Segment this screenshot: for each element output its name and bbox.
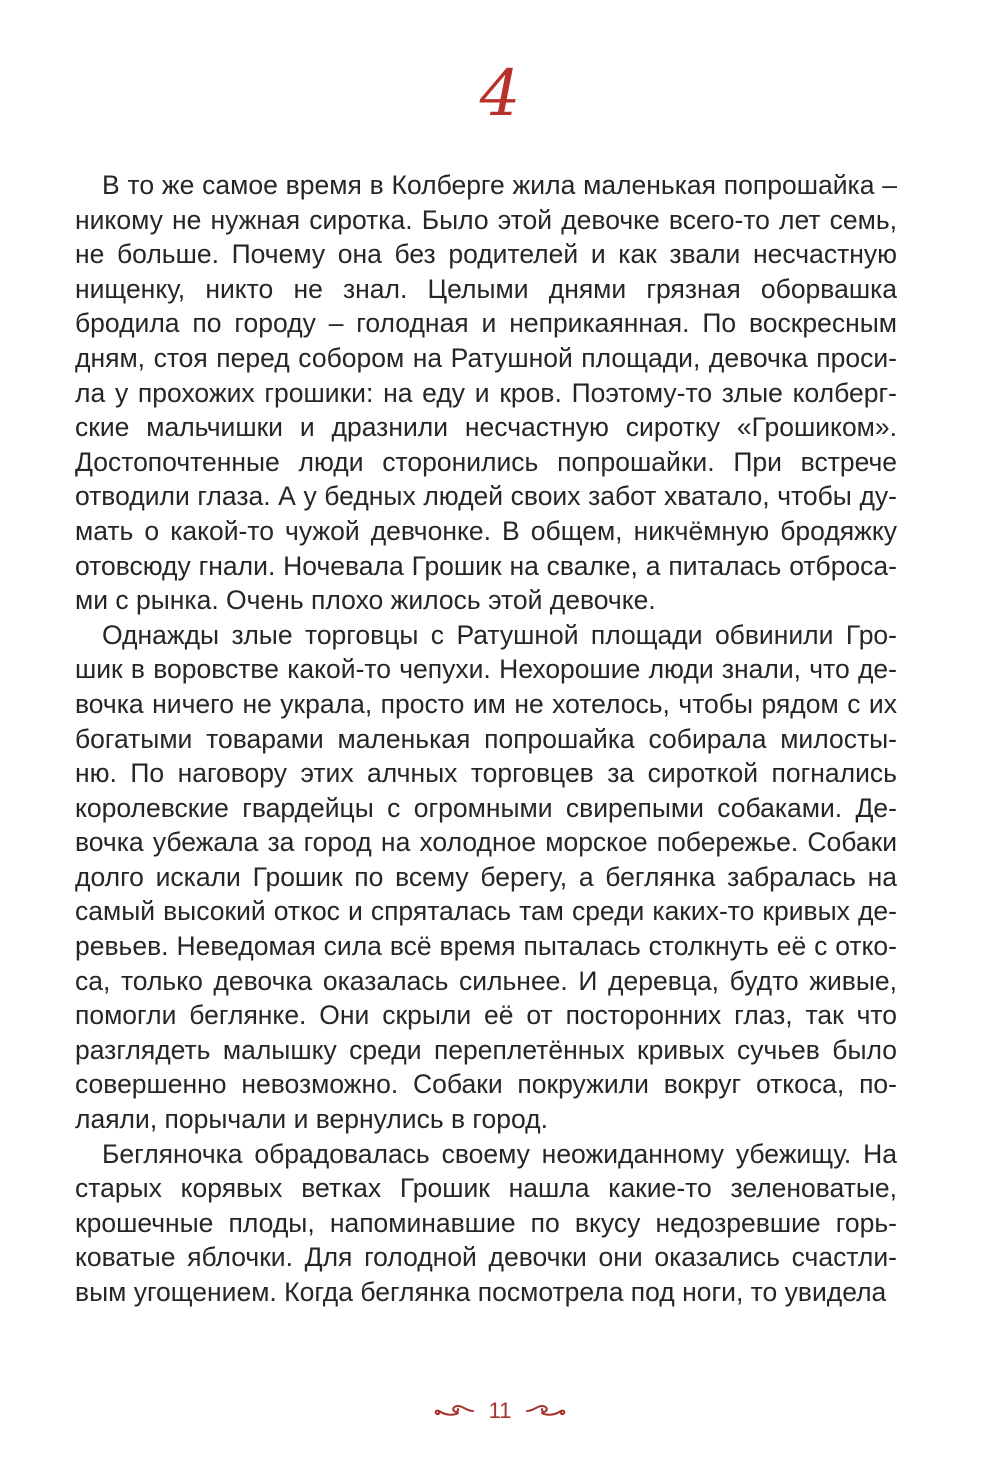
paragraph-3: Бегляночка обрадовалась своему неожиданному убежищу. На старых корявых ветках Грошик нашла какие-то зеленоватые, крошечные плоды, напоминавшие по вкусу недозревшие горьковатые яблочки. Для голодной девочки они оказались счастливым угощением. Когда беглянка посмотрела под ноги, то увидела (75, 1138, 897, 1307)
chapter-number: 4 (479, 57, 521, 131)
paragraph-1: В то же самое время в Колберге жила маленькая попрошайка – никому не нужная сиротка. Было этой девочке всего-то лет семь, не больше. Почему она без родителей и как звали несчастную нищенку, никто не знал. Целыми днями грязная оборвашка бродила по городу – голодная и неприкаянная. По воскресным дням, стоя перед собором на Ратушной площади, девочка просила у прохожих грошики: на еду и кров. Поэтому-то злые колбергские мальчишки и дразнили несчастную сиротку «Грошиком». Достопочтенные люди сторонились попрошайки. При встрече отводили глаза. А у бедных людей своих забот хватало, чтобы думать о какой-то чужой девчонке. В общем, никчёмную бродяжку отовсюду гнали. Ночевала Грошик на свалке, а питалась отбросами с рынка. Очень плохо жилось этой девочке. (75, 170, 897, 616)
left-flourish-icon (433, 1402, 475, 1420)
paragraph-2: Однажды злые торговцы с Ратушной площади обвинили Грошик в воровстве какой-то чепухи. Нехорошие люди знали, что девочка ничего не украла, просто им не хотелось, чтобы рядом с их богатыми товарами маленькая попрошайка собирала милостыню. По наговору этих алчных торговцев за сироткой погнались королевские гвардейцы с огромными свирепыми собаками. Девочка убежала за город на холодное морское побережье. Собаки долго искали Грошик по всему берегу, а беглянка забралась на самый высокий откос и спряталась там среди каких-то кривых деревьев. Неведомая сила всё время пыталась столкнуть её с откоса, только девочка оказалась сильнее. И деревца, будто живые, помогли беглянке. Они скрыли её от посторонних глаз, так что разглядеть малышку среди переплетённых кривых сучьев было совершенно невозможно. Собаки покружили вокруг откоса, полаяли, порычали и вернулись в город. (75, 619, 897, 1135)
page-footer (0, 1396, 1000, 1426)
right-flourish-icon (525, 1402, 567, 1420)
chapter-body (75, 168, 897, 1310)
page-number: 11 (488, 1398, 512, 1423)
